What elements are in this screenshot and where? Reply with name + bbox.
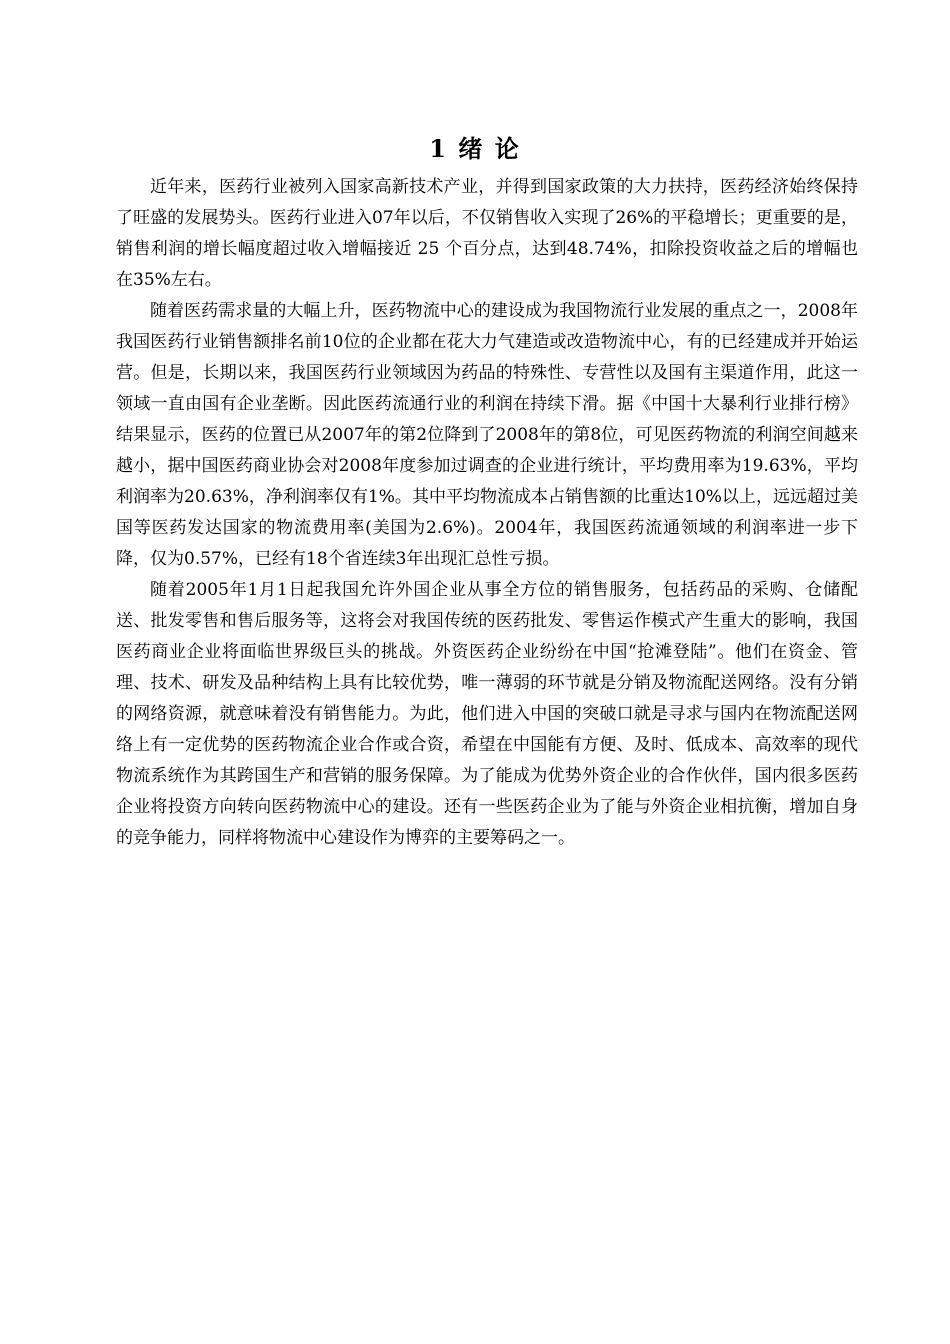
paragraph-2: 随着医药需求量的大幅上升，医药物流中心的建设成为我国物流行业发展的重点之一，2008年我国医药行业销售额排名前10位的企业都在花大力气建造或改造物流中心，有的已经建成并开始运营。但是，长期以来，我国医药行业领域因为药品的特殊性、专营性以及国有主渠道作用，此这一领域一直由国有企业垄断。因此医药流通行业的利润在持续下滑。据《中国十大暴利行业排行榜》结果显示，医药的位置已从2007年的第2位降到了2008年的第8位，可见医药物流的利润空间越来越小，据中国医药商业协会对2008年度参加过调查的企业进行统计，平均费用率为19.63%，平均利润率为20.63%，净利润率仅有1%。其中平均物流成本占销售额的比重达10%以上，远远超过美国等医药发达国家的物流费用率(美国为2.6%)。2004年，我国医药流通领域的利润率进一步下降，仅为0.57%，已经有18个省连续3年出现汇总性亏损。 [116,301,858,569]
chapter-title: 1 绪 论 [429,134,521,163]
body-text [116,172,858,854]
paragraph-1: 近年来，医药行业被列入国家高新技术产业，并得到国家政策的大力扶持，医药经济始终保持了旺盛的发展势头。医药行业进入07年以后，不仅销售收入实现了26%的平稳增长；更重要的是，销售利润的增长幅度超过收入增幅接近 25 个百分点，达到48.74%，扣除投资收益之后的增幅也在35%左右。 [116,177,858,290]
paragraph-3: 随着2005年1月1日起我国允许外国企业从事全方位的销售服务，包括药品的采购、仓储配送、批发零售和售后服务等，这将会对我国传统的医药批发、零售运作模式产生重大的影响，我国医药商业企业将面临世界级巨头的挑战。外资医药企业纷纷在中国“抢滩登陆”。他们在资金、管理、技术、研发及品种结构上具有比较优势，唯一薄弱的环节就是分销及物流配送网络。没有分销的网络资源，就意味着没有销售能力。为此，他们进入中国的突破口就是寻求与国内在物流配送网络上有一定优势的医药物流企业合作或合资，希望在中国能有方便、及时、低成本、高效率的现代物流系统作为其跨国生产和营销的服务保障。为了能成为优势外资企业的合作伙伴，国内很多医药企业将投资方向转向医药物流中心的建设。还有一些医药企业为了能与外资企业相抗衡，增加自身的竞争能力，同样将物流中心建设作为博弈的主要筹码之一。 [116,580,858,848]
